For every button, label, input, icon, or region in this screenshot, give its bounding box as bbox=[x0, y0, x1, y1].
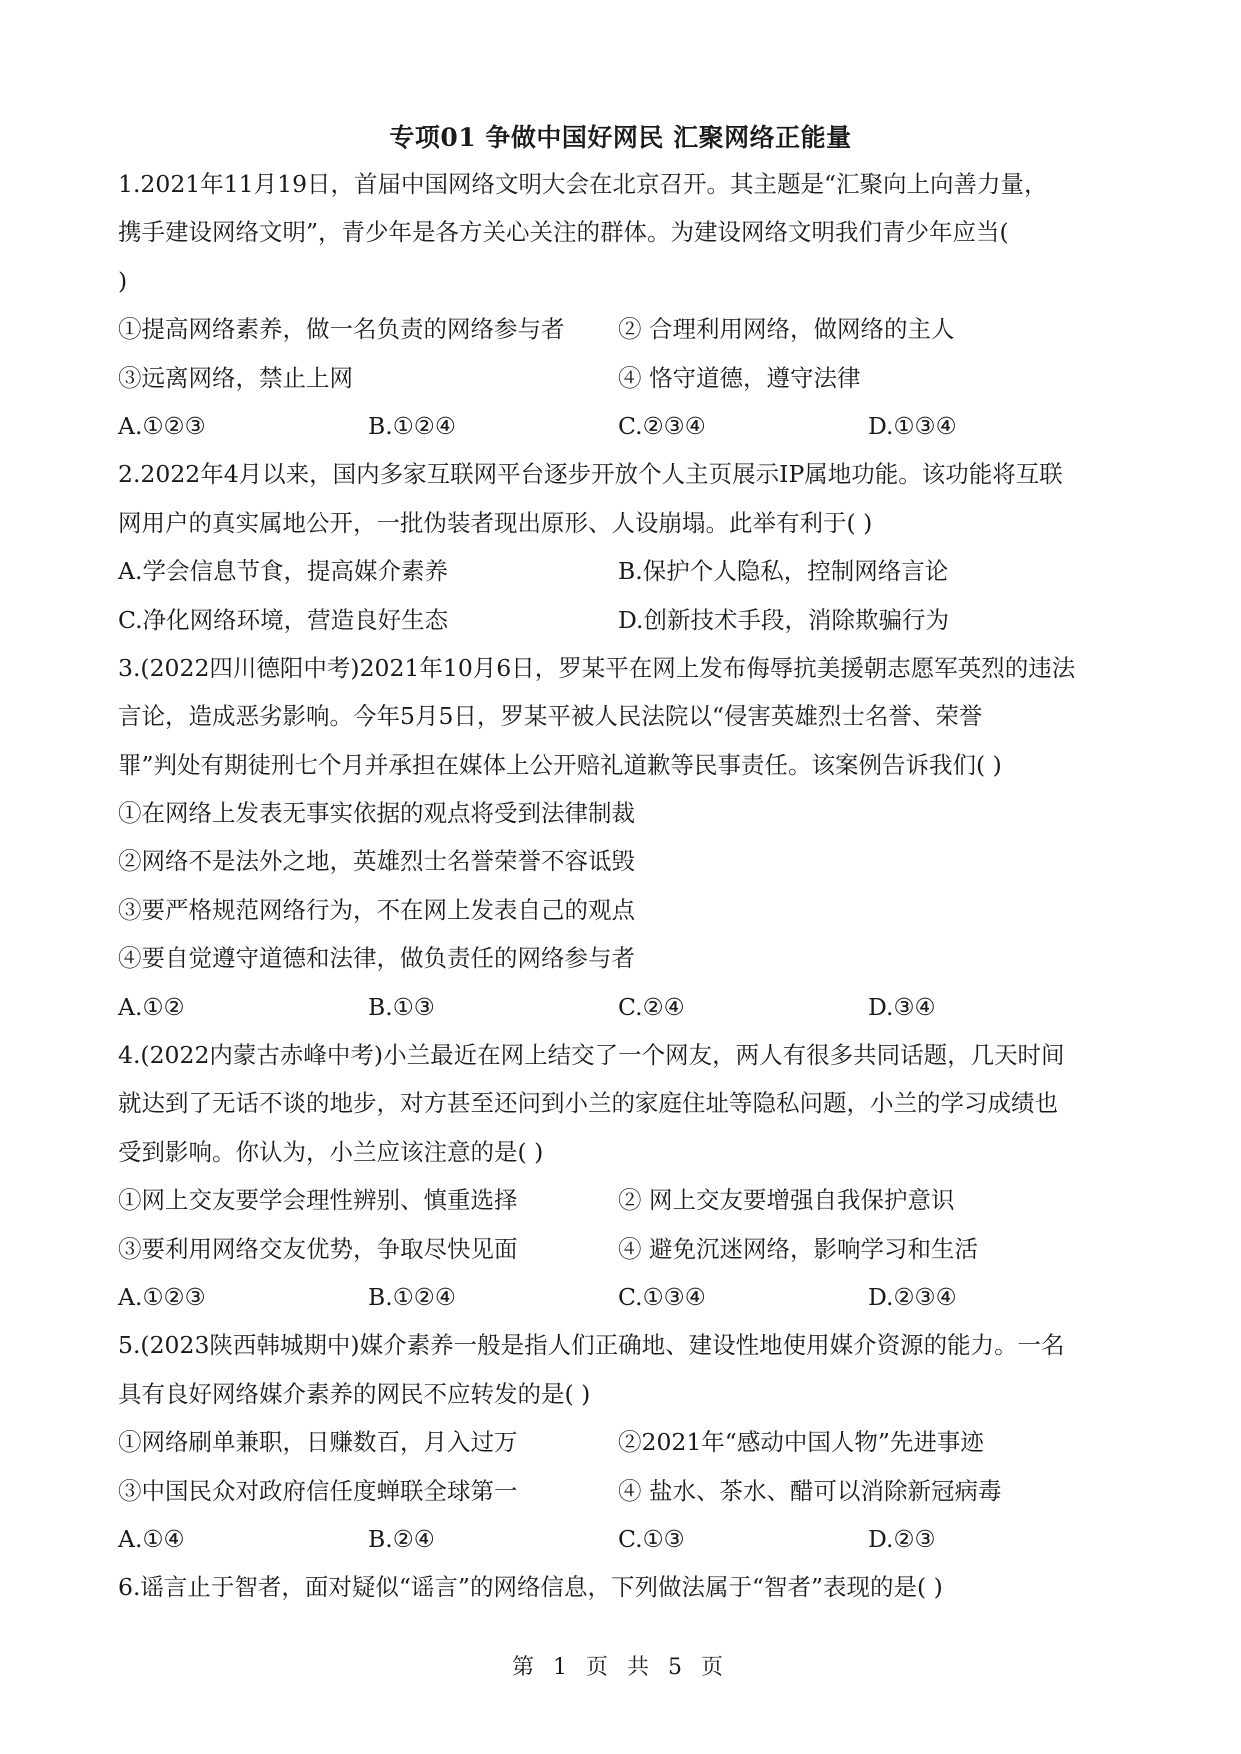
question-text-line: 言论，造成恶劣影响。今年5月5日，罗某平被人民法院以“侵害英雄烈士名誉、荣誉 bbox=[118, 702, 983, 731]
answer-choice-d: D.创新技术手段，消除欺骗行为 bbox=[618, 605, 949, 634]
question-text-line: 就达到了无话不谈的地步，对方甚至还问到小兰的家庭住址等隐私问题，小兰的学习成绩也 bbox=[118, 1089, 1058, 1118]
statement-option: ②2021年“感动中国人物”先进事迹 bbox=[618, 1428, 984, 1457]
answer-choice-b: B.①②④ bbox=[368, 411, 456, 440]
question-list bbox=[118, 160, 1128, 1612]
statement-option: ③中国民众对政府信任度蝉联全球第一 bbox=[118, 1476, 518, 1505]
question-4 bbox=[118, 1031, 1128, 1321]
page-footer: 第 1 页 共 5 页 bbox=[512, 1655, 729, 1680]
answer-choice-b: B.①②④ bbox=[368, 1282, 456, 1311]
statement-option: ①网络刷单兼职，日赚数百，月入过万 bbox=[118, 1428, 518, 1457]
option-row bbox=[118, 1176, 1128, 1224]
question-text-line: 5.(2023陕西韩城期中)媒介素养一般是指人们正确地、建设性地使用媒介资源的能力。一名 bbox=[118, 1331, 1065, 1360]
answer-choice-a: A.①②③ bbox=[118, 1282, 206, 1311]
question-text-line: 罪”判处有期徒刑七个月并承担在媒体上公开赔礼道歉等民事责任。该案例告诉我们( ) bbox=[118, 750, 1002, 779]
answer-choice-b: B.①③ bbox=[368, 992, 435, 1021]
question-5 bbox=[118, 1321, 1128, 1563]
answer-choices bbox=[118, 402, 1128, 450]
question-text-line: 6.谣言止于智者，面对疑似“谣言”的网络信息，下列做法属于“智者”表现的是( ) bbox=[118, 1573, 943, 1602]
statement-option: ④ 盐水、茶水、醋可以消除新冠病毒 bbox=[618, 1476, 1002, 1505]
answer-choice-d: D.②③ bbox=[868, 1524, 936, 1553]
statement-option: ①网上交友要学会理性辨别、慎重选择 bbox=[118, 1186, 518, 1215]
question-text-line: 3.(2022四川德阳中考)2021年10月6日，罗某平在网上发布侮辱抗美援朝志愿军英烈的违法 bbox=[118, 653, 1076, 682]
statement-option: ①在网络上发表无事实依据的观点将受到法律制裁 bbox=[118, 799, 635, 828]
statement-option: ②网络不是法外之地，英雄烈士名誉荣誉不容诋毁 bbox=[118, 847, 635, 876]
answer-choices bbox=[118, 596, 1128, 644]
answer-choice-c: C.②③④ bbox=[618, 411, 706, 440]
answer-choice-b: B.②④ bbox=[368, 1524, 435, 1553]
answer-choices bbox=[118, 547, 1128, 595]
statement-option: ③远离网络，禁止上网 bbox=[118, 363, 353, 392]
question-text-line: 携手建设网络文明”，青少年是各方关心关注的群体。为建设网络文明我们青少年应当( bbox=[118, 218, 1009, 247]
answer-choice-c: C.①③ bbox=[618, 1524, 685, 1553]
option-row bbox=[118, 305, 1128, 353]
question-text-line: 网用户的真实属地公开，一批伪装者现出原形、人设崩塌。此举有利于( ) bbox=[118, 508, 873, 537]
statement-option: ①提高网络素养，做一名负责的网络参与者 bbox=[118, 315, 565, 344]
question-3 bbox=[118, 644, 1128, 1031]
answer-choice-d: D.①③④ bbox=[868, 411, 957, 440]
question-1 bbox=[118, 160, 1128, 450]
question-text-line: ) bbox=[118, 266, 128, 295]
answer-choice-c: C.②④ bbox=[618, 992, 685, 1021]
statement-option: ④ 恪守道德，遵守法律 bbox=[618, 363, 861, 392]
answer-choice-a: A.①④ bbox=[118, 1524, 185, 1553]
statement-option: ④要自觉遵守道德和法律，做负责任的网络参与者 bbox=[118, 944, 635, 973]
statement-option: ④ 避免沉迷网络，影响学习和生活 bbox=[618, 1234, 978, 1263]
answer-choice-c: C.①③④ bbox=[618, 1282, 706, 1311]
answer-choice-a: A.学会信息节食，提高媒介素养 bbox=[118, 557, 448, 586]
answer-choices bbox=[118, 983, 1128, 1031]
answer-choice-a: A.①②③ bbox=[118, 411, 206, 440]
statement-option: ③要利用网络交友优势，争取尽快见面 bbox=[118, 1234, 518, 1263]
option-row bbox=[118, 354, 1128, 402]
answer-choices bbox=[118, 1515, 1128, 1563]
question-text-line: 4.(2022内蒙古赤峰中考)小兰最近在网上结交了一个网友，两人有很多共同话题，几天时间 bbox=[118, 1041, 1065, 1070]
option-row bbox=[118, 1467, 1128, 1515]
answer-choice-c: C.净化网络环境，营造良好生态 bbox=[118, 605, 449, 634]
option-row bbox=[118, 1225, 1128, 1273]
option-row bbox=[118, 1418, 1128, 1466]
statement-option: ② 网上交友要增强自我保护意识 bbox=[618, 1186, 955, 1215]
answer-choice-d: D.③④ bbox=[868, 992, 936, 1021]
answer-choices bbox=[118, 1273, 1128, 1321]
answer-choice-d: D.②③④ bbox=[868, 1282, 957, 1311]
statement-option: ② 合理利用网络，做网络的主人 bbox=[618, 315, 955, 344]
statement-option: ③要严格规范网络行为，不在网上发表自己的观点 bbox=[118, 895, 635, 924]
question-6 bbox=[118, 1563, 1128, 1611]
question-text-line: 受到影响。你认为，小兰应该注意的是( ) bbox=[118, 1137, 544, 1166]
page-title: 专项01 争做中国好网民 汇聚网络正能量 bbox=[389, 123, 852, 152]
answer-choice-b: B.保护个人隐私，控制网络言论 bbox=[618, 557, 949, 586]
question-text-line: 2.2022年4月以来，国内多家互联网平台逐步开放个人主页展示IP属地功能。该功能将互联 bbox=[118, 460, 1063, 489]
question-text-line: 1.2021年11月19日，首届中国网络文明大会在北京召开。其主题是“汇聚向上向善力量， bbox=[118, 170, 1048, 198]
answer-choice-a: A.①② bbox=[118, 992, 185, 1021]
question-2 bbox=[118, 450, 1128, 644]
question-text-line: 具有良好网络媒介素养的网民不应转发的是( ) bbox=[118, 1379, 591, 1408]
